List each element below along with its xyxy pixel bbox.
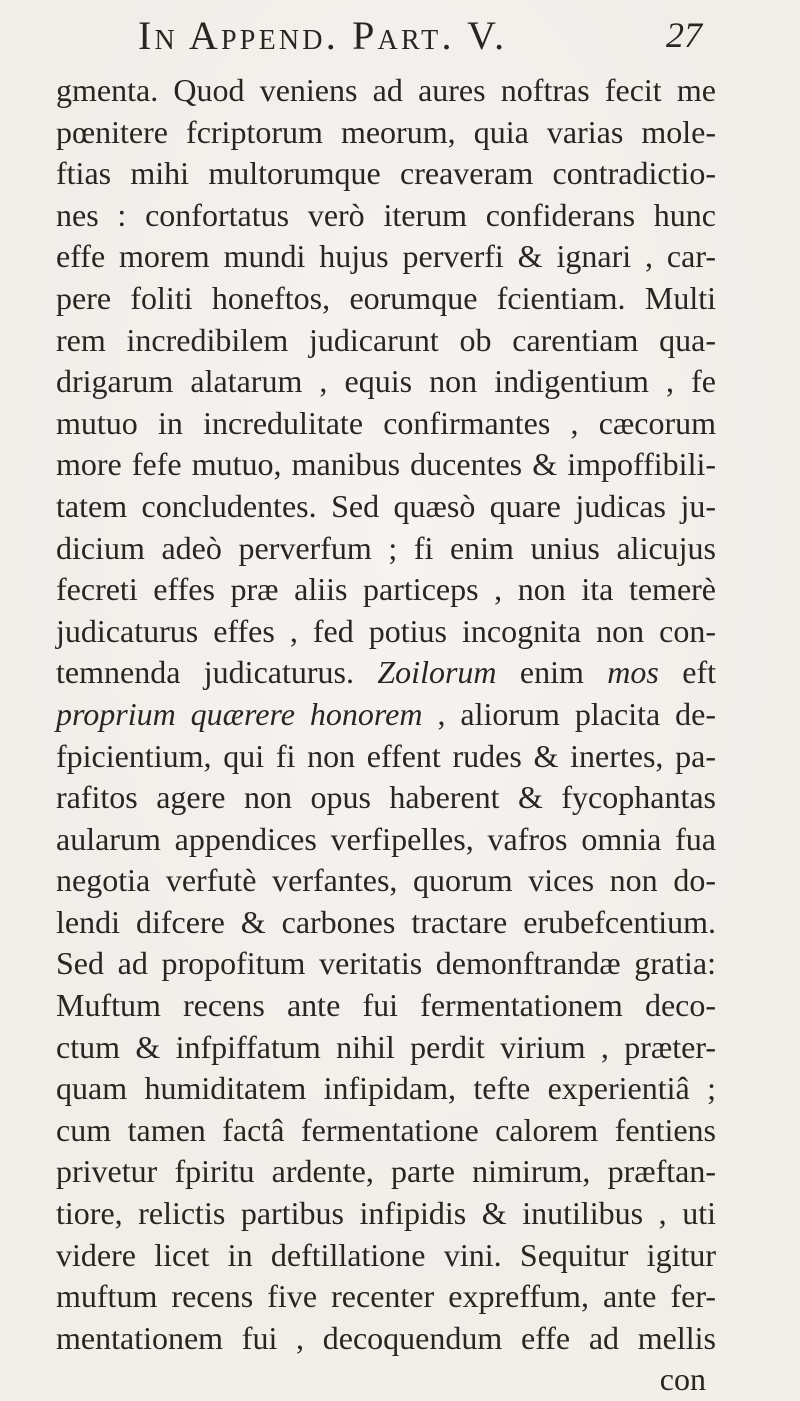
text-line: [56, 112, 716, 154]
running-title: In Append. Part. V.: [138, 13, 508, 58]
italic-text: Zoilorum: [377, 654, 497, 691]
text-segment: , aliorum placita de-: [422, 695, 717, 732]
text-line: [56, 278, 716, 320]
text-line: [56, 403, 716, 445]
text-line: [56, 736, 716, 778]
text-segment: mentationem fui , decoquendum effe ad mellis: [56, 1319, 716, 1356]
text-segment: quam humiditatem infipidam, tefte experientiâ ;: [56, 1070, 716, 1107]
text-segment: pere foliti honeftos, eorumque fcientiam. Multi: [56, 279, 716, 316]
text-segment: Sed ad propofitum veritatis demonftrandæ gratia:: [56, 945, 716, 982]
text-segment: ftias mihi multorumque creaveram contradictio-: [56, 155, 716, 192]
text-line: [56, 652, 716, 694]
text-line: [56, 236, 716, 278]
text-segment: fpicientium, qui fi non effent rudes & inertes, pa-: [56, 737, 716, 774]
text-segment: privetur fpiritu ardente, parte nimirum, præftan-: [56, 1153, 716, 1190]
text-line: [56, 486, 716, 528]
text-line: [56, 611, 716, 653]
body-text: [56, 70, 716, 1401]
text-line: [56, 694, 716, 736]
text-line: [56, 985, 716, 1027]
text-line: [56, 1110, 716, 1152]
text-segment: drigarum alatarum , equis non indigentium , fe: [56, 363, 716, 400]
text-line: [56, 70, 716, 112]
text-line: [56, 320, 716, 362]
text-segment: aularum appendices verfipelles, vafros omnia fua: [56, 820, 716, 857]
text-segment: gmenta. Quod veniens ad aures noftras fecit me: [56, 72, 716, 108]
text-line: [56, 569, 716, 611]
text-segment: lendi difcere & carbones tractare erubefcentium.: [56, 903, 716, 940]
text-line: [56, 1193, 716, 1235]
text-segment: muftum recens five recenter expreffum, ante fer-: [56, 1278, 716, 1315]
text-line: [56, 528, 716, 570]
text-segment: tiore, relictis partibus infipidis & inutilibus , uti: [56, 1195, 716, 1232]
text-segment: dicium adeò perverfum ; fi enim unius alicujus: [56, 529, 716, 566]
text-line: [56, 860, 716, 902]
text-line: [56, 153, 716, 195]
text-line: [56, 1068, 716, 1110]
text-segment: videre licet in deftillatione vini. Sequitur igitur: [56, 1236, 716, 1273]
text-segment: negotia verfutè verfantes, quorum vices non do-: [56, 862, 716, 899]
text-segment: judicaturus effes , fed potius incognita non con-: [56, 612, 716, 649]
italic-text: proprium quærere honorem: [56, 695, 423, 732]
text-line: [56, 1276, 716, 1318]
text-segment: rafitos agere non opus haberent & fycophantas: [56, 779, 716, 816]
text-segment: tatem concludentes. Sed quæsò quare judicas ju-: [56, 487, 716, 524]
text-segment: mutuo in incredulitate confirmantes , cæcorum: [56, 404, 716, 441]
text-segment: effe morem mundi hujus perverfi & ignari , car-: [56, 238, 716, 275]
text-segment: fecreti effes præ aliis particeps , non ita temerè: [56, 571, 716, 608]
catchword: con: [659, 1361, 706, 1398]
text-line: [56, 195, 716, 237]
text-segment: temnenda judicaturus.: [56, 654, 378, 691]
italic-text: mos: [607, 654, 659, 691]
text-line: [56, 902, 716, 944]
text-segment: eft: [658, 654, 717, 691]
text-line: [56, 777, 716, 819]
text-segment: nes : confortatus verò iterum confiderans hunc: [56, 196, 716, 233]
text-line: [56, 1235, 716, 1277]
text-line: [56, 1318, 716, 1360]
text-segment: more fefe mutuo, manibus ducentes & impoffibili-: [56, 446, 716, 483]
text-line: [56, 1027, 716, 1069]
text-segment: Muftum recens ante fui fermentationem deco-: [56, 987, 716, 1024]
page-number: 27: [666, 15, 702, 55]
text-line: [56, 819, 716, 861]
text-segment: rem incredibilem judicarunt ob carentiam qua-: [56, 321, 716, 358]
text-segment: ctum & infpiffatum nihil perdit virium , præter-: [56, 1028, 716, 1065]
running-head: [0, 12, 800, 62]
text-line: [56, 361, 716, 403]
text-line: [56, 943, 716, 985]
text-line: [56, 444, 716, 486]
text-segment: pœnitere fcriptorum meorum, quia varias mole-: [56, 113, 716, 150]
text-line: [56, 1151, 716, 1193]
text-segment: cum tamen factâ fermentatione calorem fentiens: [56, 1111, 716, 1148]
text-segment: enim: [496, 654, 608, 691]
